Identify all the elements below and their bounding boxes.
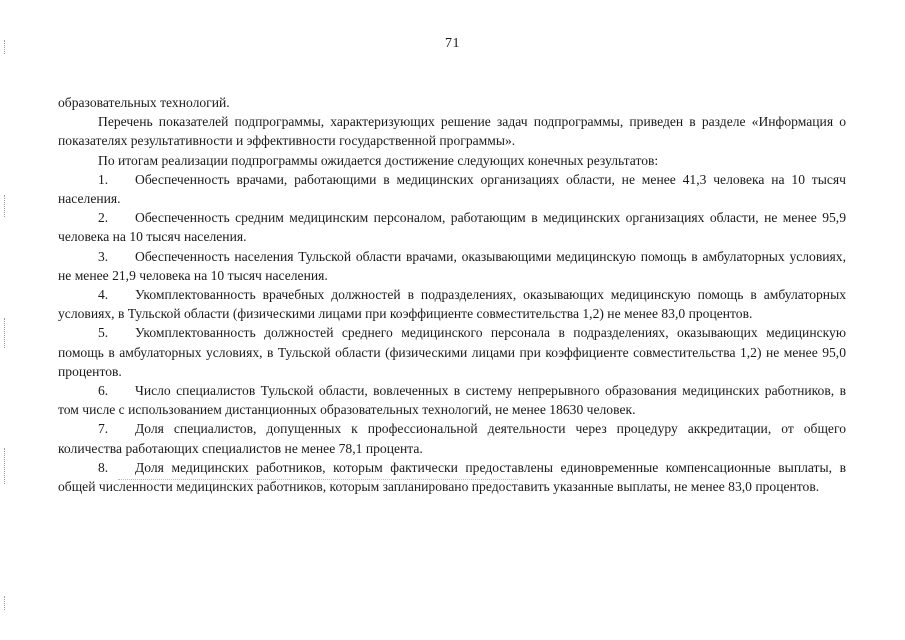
item-text: Обеспеченность населения Тульской области врачами, оказывающими медицинскую помощь в амбулаторных условиях, не менее 21,9 человека на 10 тысяч населения. <box>58 248 846 283</box>
result-item-1 <box>58 170 846 208</box>
scan-margin-dots <box>4 596 7 610</box>
scan-margin-dots <box>4 448 7 484</box>
document-body <box>58 93 846 496</box>
item-text: Доля специалистов, допущенных к профессиональной деятельности через процедуру аккредитации, от общего количества работающих специалистов не менее 78,1 процента. <box>58 421 846 456</box>
item-text: Укомплектованность должностей среднего медицинского персонала в подразделениях, оказывающих медицинскую помощь в амбулаторных условиях, в Тульской области (физическими лицами при коэффициенте совместительства 1,2) не менее 95,0 процентов. <box>58 325 846 379</box>
item-number: 1. <box>98 171 109 187</box>
item-text: Число специалистов Тульской области, вовлеченных в систему непрерывного образования медицинских работников, в том числе с использованием дистанционных образовательных технологий, не менее 18630 человек. <box>58 383 846 418</box>
item-number: 7. <box>98 421 109 437</box>
paragraph-continuation: образовательных технологий. <box>58 95 230 110</box>
scan-margin-dots <box>4 195 7 217</box>
item-number: 5. <box>98 325 109 341</box>
item-text: Обеспеченность врачами, работающими в медицинских организациях области, не менее 41,3 человека на 10 тысяч населения. <box>58 171 846 207</box>
result-item-6 <box>58 381 846 419</box>
result-item-3 <box>58 247 846 285</box>
item-number: 8. <box>98 459 109 475</box>
scan-margin-dots <box>4 40 7 54</box>
item-text: Доля медицинских работников, которым фактически предоставлены единовременные компенсационные выплаты, в общей численности медицинских работников, которым запланировано предоставить указанные выплаты, не менее 83,0 процентов. <box>58 459 846 495</box>
item-number: 4. <box>98 287 109 303</box>
item-text: Обеспеченность средним медицинским персоналом, работающим в медицинских организациях области, не менее 95,9 человека на 10 тысяч населения. <box>58 210 846 245</box>
paragraph-results-intro: По итогам реализации подпрограммы ожидается достижение следующих конечных результатов: <box>98 152 659 168</box>
result-item-8 <box>58 458 846 496</box>
result-item-7 <box>58 419 846 457</box>
paragraph-indicators: Перечень показателей подпрограммы, характеризующих решение задач подпрограммы, приведен в разделе «Информация о показателях результативности и эффективности государственной программы». <box>58 114 846 149</box>
page-number: 71 <box>445 36 460 51</box>
item-text: Укомплектованность врачебных должностей в подразделениях, оказывающих медицинскую помощь в амбулаторных условиях, в Тульской области (физическими лицами при коэффициенте совместительства 1,2) не менее 83,0 процентов. <box>58 287 846 322</box>
result-item-5 <box>58 323 846 381</box>
item-number: 3. <box>98 248 109 264</box>
item-number: 6. <box>98 383 109 399</box>
result-item-2 <box>58 208 846 246</box>
scan-margin-dots <box>4 318 7 348</box>
item-number: 2. <box>98 210 109 226</box>
result-item-4 <box>58 285 846 323</box>
